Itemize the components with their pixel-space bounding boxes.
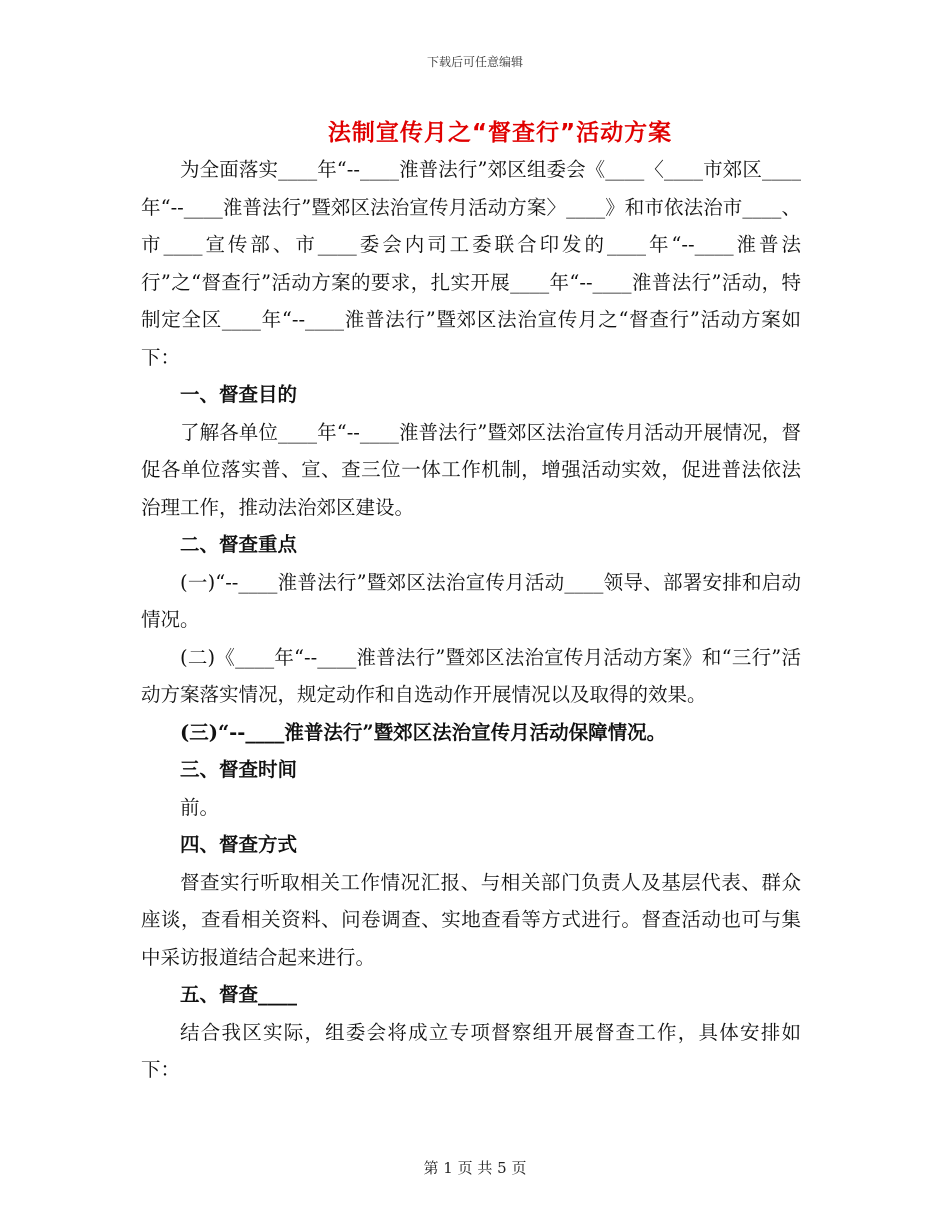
document-title: 法制宣传月之“督查行”活动方案 — [327, 120, 673, 146]
page-number: 第 1 页 共 5 页 — [423, 1159, 527, 1177]
purpose-paragraph: 了解各单位____年“--____淮普法行”暨郊区法治宣传月活动开展情况，督促各单位落实普、宣、查三位一体工作机制，增强活动实效，促进普法依法治理工作，推动法治郊区建设。 — [141, 420, 801, 519]
section-heading-purpose: 一、督查目的 — [180, 383, 298, 406]
header-note: 下载后可任意编辑 — [426, 55, 523, 69]
time-paragraph: 前。 — [180, 795, 220, 819]
section-heading-time: 三、督查时间 — [180, 758, 298, 781]
section-heading-inspection: 五、督查____ — [180, 983, 298, 1006]
document-body — [141, 151, 801, 1089]
section-heading-method: 四、督查方式 — [180, 833, 298, 856]
focus-item-3: (三)“--____淮普法行”暨郊区法治宣传月活动保障情况。 — [180, 720, 667, 744]
inspection-paragraph: 结合我区实际，组委会将成立专项督察组开展督查工作，具体安排如下： — [141, 1020, 801, 1081]
method-paragraph: 督查实行听取相关工作情况汇报、与相关部门负责人及基层代表、群众座谈，查看相关资料、问卷调查、实地查看等方式进行。督查活动也可与集中采访报道结合起来进行。 — [141, 870, 801, 969]
focus-item-2: (二)《____年“--____淮普法行”暨郊区法治宣传月活动方案》和“三行”活动方案落实情况，规定动作和自选动作开展情况以及取得的效果。 — [141, 645, 801, 706]
focus-item-1: (一)“--____淮普法行”暨郊区法治宣传月活动____领导、部署安排和启动情况。 — [141, 570, 801, 631]
section-heading-focus: 二、督查重点 — [180, 533, 298, 556]
intro-paragraph: 为全面落实____年“--____淮普法行”郊区组委会《____〈____市郊区____年“--____淮普法行”暨郊区法治宣传月活动方案〉____》和市依法治市____、市____宣传部、市____委会内司工委联合印发的____年“--____淮普法行”之“督查行”活动方案的要求，扎实开展____年“--____淮普法行”活动，特制定全区____年“--____淮普法行”暨郊区法治宣传月之“督查行”活动方案如下： — [141, 158, 801, 369]
